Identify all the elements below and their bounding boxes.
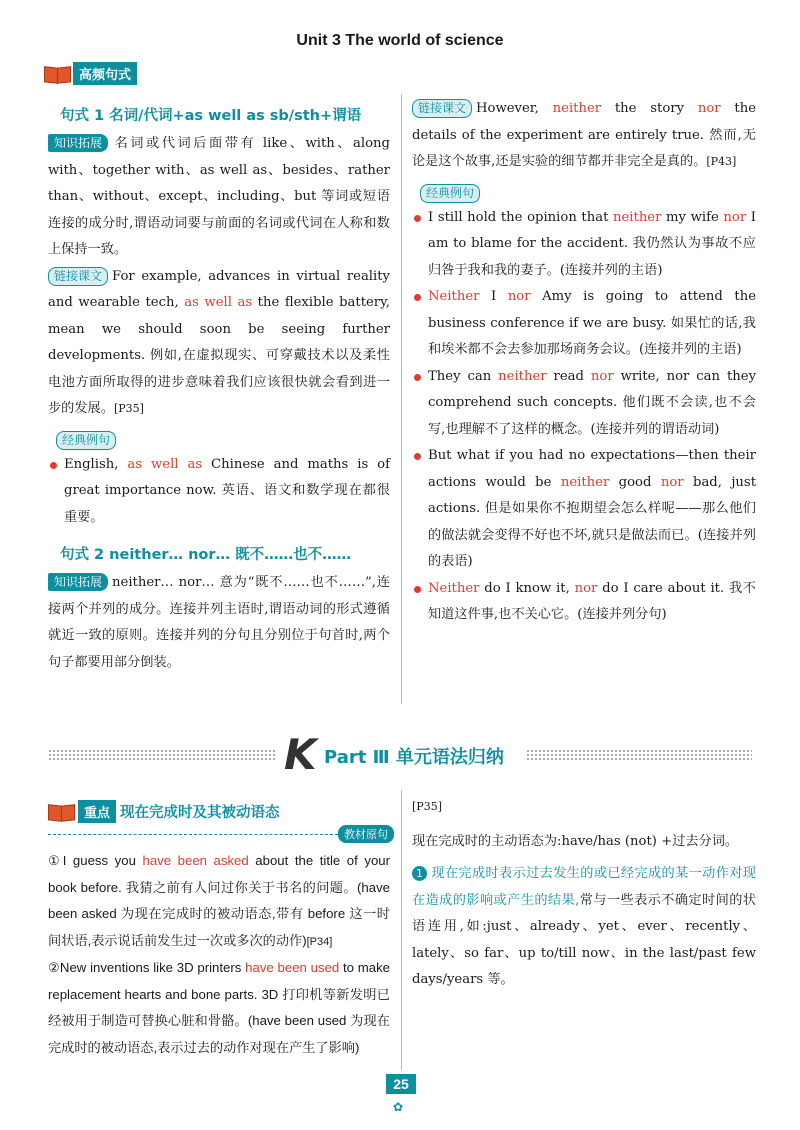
usage-point-1: 1 现在完成时表示过去发生的或已经完成的某一动作对现在造成的影响或产生的结果,常与一些表示不确定时间的状语连用,如:just、already、yet、ever、recently、lately、so far、up to/till now、in the last/past few days/years 等。 — [412, 866, 756, 987]
dashed-rule — [48, 834, 338, 835]
example-item: Neither I nor Amy is going to attend the business conference if we are busy. 如果忙的话,我和埃米都不会去参加那场商务会议。(连接并列的主语) — [412, 284, 756, 364]
link-text-badge: 链接课文 — [48, 267, 108, 286]
right-column-lower — [412, 794, 756, 994]
bullet-icon — [414, 586, 421, 593]
pattern1-explanation: 知识拓展 名词或代词后面带有 like、with、along with、together with、as well as、besides、rather than、without、except、including、but 等词或短语连接的成分时,谓语动词要与前面的名词或代词在人称和数上保持一致。 — [48, 136, 390, 257]
sentence-2-ref: [P35] — [412, 800, 442, 813]
part-banner — [48, 730, 752, 779]
example-badge: 经典例句 — [420, 184, 480, 203]
bird-ornament-icon: ✿ — [393, 1100, 404, 1114]
part-letter-icon: K — [284, 730, 317, 779]
focus-tag — [48, 800, 280, 823]
page-ref: [P35] — [113, 402, 144, 415]
section-tag — [44, 62, 137, 85]
section-tag-label: 高频句式 — [73, 62, 137, 85]
left-column — [48, 96, 390, 676]
book-icon — [44, 66, 70, 82]
pattern1-examples — [48, 452, 390, 532]
dotted-rule — [48, 749, 276, 761]
bullet-icon — [414, 453, 421, 460]
example-item: Neither do I know it, nor do I care about it. 我不知道这件事,也不关心它。(连接并列分句) — [412, 576, 756, 629]
pattern1-link: 链接课文 For example, advances in virtual reality and wearable tech, as well as the flexible battery, mean we should soon be seeing further developments. 例如,在虚拟现实、可穿戴技术以及柔性电池方面所取得的进步意味着我们应该很快就会看到进一步的发展。[P35] — [48, 268, 391, 416]
page-ref: [P43] — [706, 155, 737, 168]
knowledge-badge: 知识拓展 — [48, 573, 108, 591]
page-number: 25 — [386, 1074, 416, 1094]
example-badge: 经典例句 — [56, 431, 116, 450]
example-item: I still hold the opinion that neither my wife nor I am to blame for the accident. 我仍然认为事故不应归咎于我和我的妻子。(连接并列的主语) — [412, 205, 756, 285]
pattern2-link: 链接课文 However, neither the story nor the details of the experiment are entirely true. 然而,无论是这个故事,还是实验的细节都并非完全是真的。[P43] — [412, 101, 756, 169]
pattern2-explanation: 知识拓展 neither… nor… 意为“既不……也不……”,连接两个并列的成分。连接并列主语时,谓语动词的形式遵循就近一致的原则。连接并列的分句且分别位于句首时,两个句子都要用部分倒装。 — [48, 575, 390, 670]
focus-title: 现在完成时及其被动语态 — [120, 805, 280, 821]
number-1-icon: 1 — [412, 866, 427, 881]
textbook-source-badge: 教材原句 — [338, 825, 394, 843]
example-item: English, as well as Chinese and maths is of great importance now. 英语、语文和数学现在都很重要。 — [48, 452, 390, 532]
pattern2-examples — [412, 205, 756, 629]
column-divider — [401, 790, 402, 1070]
book-icon — [48, 804, 74, 820]
knowledge-badge: 知识拓展 — [48, 134, 108, 152]
part-title: Part Ⅲ 单元语法归纳 — [324, 747, 504, 768]
textbook-sentence-2: ②New inventions like 3D printers have been used to make replacement hearts and bone parts. 3D 打印机等新发明已经被用于制造可替换心脏和骨骼。(have been used 为现在完成时的被动语态,表示过去的动作对现在产生了影响) — [48, 960, 391, 1055]
bullet-icon — [50, 462, 57, 469]
example-item: They can neither read nor write, nor can they comprehend such concepts. 他们既不会读,也不会写,也理解不了这样的概念。(连接并列的谓语动词) — [412, 364, 756, 444]
sentence-2-text: to make replacement hearts and bone parts. 3D 打印机等新发明已经被用于制造可替换心脏和骨骼。(have been used 为现在完成时的被动语态,表示过去的动作对现在产生了影响) — [48, 960, 391, 1055]
pattern2-title: 句式 2 neither… nor… 既不……也不…… — [60, 547, 352, 563]
focus-tag-label: 重点 — [78, 800, 116, 823]
pattern1-title: 句式 1 名词/代词+as well as sb/sth+谓语 — [60, 108, 362, 124]
bullet-icon — [414, 215, 421, 222]
column-divider — [401, 94, 402, 704]
left-column-lower — [48, 848, 390, 1061]
right-column — [412, 96, 756, 629]
active-voice-note: 现在完成时的主动语态为:have/has (not) +过去分词。 — [412, 833, 739, 849]
bullet-icon — [414, 374, 421, 381]
example-item: But what if you had no expectations—then their actions would be neither good nor bad, just actions. 但是如果你不抱期望会怎么样呢——那么他们的做法就会变得不好也不坏,就只是做法而已。(连接并列的表语) — [412, 443, 756, 576]
dotted-rule — [526, 749, 752, 761]
textbook-sentence-1: ①I guess you have been asked about the title of your book before. 我猜之前有人问过你关于书名的问题。(have been asked 为现在完成时的被动语态,带有 before 这一时间状语,表示说话前发生过一次或多次的动作)[P34] — [48, 853, 391, 948]
link-text-badge: 链接课文 — [412, 99, 472, 118]
unit-title: Unit 3 The world of science — [296, 32, 504, 49]
bullet-icon — [414, 294, 421, 301]
